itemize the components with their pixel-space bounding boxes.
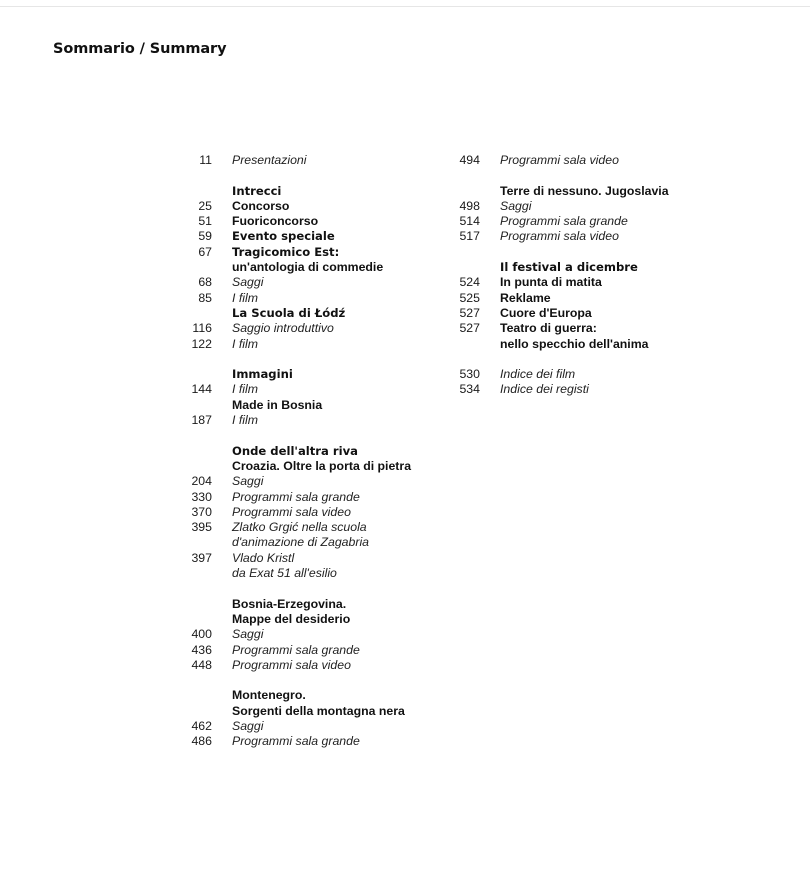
toc-entry: [180, 658, 442, 673]
page-number: [180, 704, 212, 719]
entry-title: Saggio introduttivo: [232, 321, 334, 336]
toc-entry: [180, 413, 442, 428]
entry-title: Terre di nessuno. Jugoslavia: [500, 183, 669, 198]
page-number: [180, 260, 212, 275]
entry-title: Fuoriconcorso: [232, 214, 319, 229]
section-heading: Immagini: [232, 367, 293, 382]
entry-title: I film: [232, 382, 258, 397]
entry-title: nello specchio dell'anima: [500, 336, 649, 351]
entry-title: Saggi: [232, 275, 264, 290]
page-number: 397: [191, 550, 212, 565]
toc-entry: [180, 153, 442, 168]
toc-entry: [180, 444, 442, 459]
toc-entry: [180, 627, 442, 642]
page-number: 517: [459, 229, 480, 244]
toc-entry: [180, 214, 442, 229]
entry-title: Montenegro.: [232, 688, 306, 703]
toc-right-column: [448, 153, 710, 398]
page-number: 330: [191, 489, 212, 504]
toc-entry: [180, 704, 442, 719]
page-number: 436: [191, 642, 212, 657]
page-number: [180, 535, 212, 550]
entry-title: Programmi sala video: [232, 504, 351, 519]
section-heading: Evento speciale: [232, 229, 335, 244]
section-heading: Onde dell'altra riva: [232, 443, 358, 458]
page-number: 395: [191, 520, 212, 535]
section-heading: Intrecci: [232, 183, 282, 198]
toc-entry: [180, 199, 442, 214]
page-number: 462: [191, 718, 212, 733]
entry-title: Teatro di guerra:: [500, 321, 597, 336]
entry-title: un'antologia di commedie: [232, 260, 384, 275]
page-number: 525: [459, 290, 480, 305]
page-title: Sommario / Summary: [53, 41, 227, 57]
toc-entry: [180, 734, 442, 749]
entry-title: Saggi: [232, 718, 264, 733]
entry-title: Indice dei film: [500, 367, 576, 382]
toc-entry: [448, 199, 710, 214]
toc-entry: [180, 612, 442, 627]
page-number: 527: [459, 321, 480, 336]
toc-entry: [180, 551, 442, 566]
page-number: 498: [459, 198, 480, 213]
page-number: [180, 184, 212, 199]
toc-entry: [448, 306, 710, 321]
entry-title: Made in Bosnia: [232, 397, 323, 412]
toc-entry: [448, 214, 710, 229]
page-number: 527: [459, 305, 480, 320]
page-number: [448, 184, 480, 199]
entry-title: Saggi: [232, 627, 264, 642]
section-heading: Tragicomico Est:: [232, 244, 340, 259]
toc-entry: [448, 275, 710, 290]
page-number: 370: [191, 504, 212, 519]
toc-left-column: [180, 153, 442, 750]
toc-entry: [180, 184, 442, 199]
toc-entry: [448, 382, 710, 397]
toc-entry: [180, 275, 442, 290]
toc-entry: [448, 337, 710, 352]
entry-title: Zlatko Grgić nella scuola: [232, 520, 367, 535]
page-number: [448, 337, 480, 352]
entry-title: Programmi sala grande: [500, 214, 628, 229]
page-number: 144: [191, 382, 212, 397]
toc-entry: [180, 398, 442, 413]
toc-entry: [180, 566, 442, 581]
toc-entry: [180, 505, 442, 520]
page-number: [180, 306, 212, 321]
toc-entry: [180, 459, 442, 474]
entry-title: Programmi sala grande: [232, 734, 360, 749]
page-number: [180, 597, 212, 612]
toc-entry: [180, 535, 442, 550]
page-number: 400: [191, 627, 212, 642]
toc-entry: [180, 688, 442, 703]
entry-title: Reklame: [500, 290, 551, 305]
entry-title: Vlado Kristl: [232, 550, 295, 565]
toc-entry: [180, 291, 442, 306]
page-number: 514: [459, 214, 480, 229]
entry-title: Sorgenti della montagna nera: [232, 703, 405, 718]
page-number: [180, 612, 212, 627]
entry-title: Saggi: [232, 474, 264, 489]
top-rule: [0, 6, 810, 7]
toc-entry: [180, 337, 442, 352]
toc-entry: [448, 153, 710, 168]
entry-title: Saggi: [500, 198, 532, 213]
entry-title: d'animazione di Zagabria: [232, 535, 370, 550]
entry-title: Programmi sala video: [500, 153, 619, 167]
toc-entry: [448, 184, 710, 199]
page-number: 85: [198, 290, 212, 305]
entry-title: Programmi sala grande: [232, 642, 360, 657]
toc-entry: [180, 367, 442, 382]
entry-title: da Exat 51 all'esilio: [232, 566, 337, 581]
page-number: 68: [198, 275, 212, 290]
entry-title: In punta di matita: [500, 275, 602, 290]
toc-entry: [180, 490, 442, 505]
page-number: 486: [191, 734, 212, 749]
page-number: [180, 566, 212, 581]
entry-title: Bosnia-Erzegovina.: [232, 596, 347, 611]
entry-title: Indice dei registi: [500, 382, 589, 397]
toc-entry: [448, 260, 710, 275]
entry-title: Programmi sala grande: [232, 489, 360, 504]
entry-title: Programmi sala video: [500, 229, 619, 244]
toc-entry: [180, 306, 442, 321]
page-number: 534: [459, 382, 480, 397]
toc-entry: [180, 229, 442, 244]
toc-entry: [180, 597, 442, 612]
page-number: 448: [191, 657, 212, 672]
entry-title: Cuore d'Europa: [500, 305, 592, 320]
toc-entry: [180, 643, 442, 658]
entry-title: Concorso: [232, 198, 290, 213]
page-number: 67: [198, 244, 212, 259]
toc-entry: [448, 229, 710, 244]
page-number: 116: [192, 321, 212, 336]
toc-entry: [180, 520, 442, 535]
entry-title: I film: [232, 336, 258, 351]
page-number: 530: [459, 367, 480, 382]
page-number: [448, 260, 480, 275]
section-heading: Il festival a dicembre: [500, 260, 638, 275]
toc-entry: [448, 367, 710, 382]
page-number: 524: [459, 275, 480, 290]
entry-title: Mappe del desiderio: [232, 611, 351, 626]
page-number: 494: [459, 153, 480, 167]
page-number: [180, 688, 212, 703]
toc-entry: [180, 260, 442, 275]
page-number: 204: [191, 474, 212, 489]
page-number: 11: [199, 153, 212, 167]
entry-title: Programmi sala video: [232, 657, 351, 672]
toc-entry: [448, 291, 710, 306]
page-number: 51: [198, 214, 212, 229]
page-number: [180, 459, 212, 474]
entry-title: Presentazioni: [232, 153, 307, 167]
page-number: [180, 444, 212, 459]
page-number: [180, 398, 212, 413]
toc-entry: [180, 321, 442, 336]
toc-entry: [180, 382, 442, 397]
page-number: 59: [198, 229, 212, 244]
entry-title: I film: [232, 290, 258, 305]
page-number: 187: [191, 413, 212, 428]
page-number: [180, 367, 212, 382]
entry-title: Croazia. Oltre la porta di pietra: [232, 458, 412, 473]
toc-entry: [180, 474, 442, 489]
toc-entry: [448, 321, 710, 336]
toc-entry: [180, 245, 442, 260]
toc-entry: [180, 719, 442, 734]
entry-title: I film: [232, 413, 258, 428]
page-number: 25: [198, 198, 212, 213]
section-heading: La Scuola di Łódź: [232, 305, 346, 320]
page-number: 122: [191, 336, 212, 351]
